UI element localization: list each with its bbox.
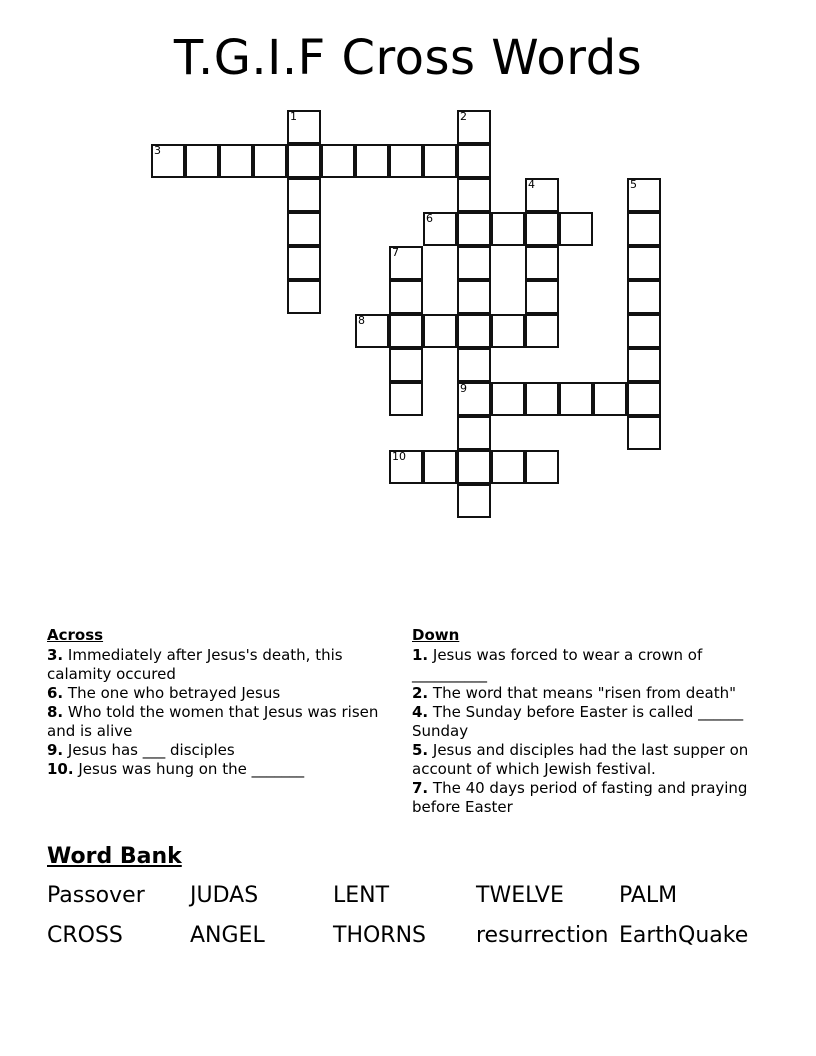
grid-cell[interactable] [287, 212, 321, 246]
grid-cell[interactable] [525, 382, 559, 416]
grid-cell[interactable] [491, 450, 525, 484]
grid-cell[interactable] [457, 348, 491, 382]
clue-number: 6. [47, 684, 64, 702]
grid-cell[interactable] [423, 314, 457, 348]
grid-cell-start-9[interactable] [457, 382, 491, 416]
cell-number: 3 [154, 144, 161, 157]
grid-cell[interactable] [627, 212, 661, 246]
grid-cell-start-4[interactable] [525, 178, 559, 212]
across-clue-6 [47, 684, 387, 703]
grid-cell-start-7[interactable] [389, 246, 423, 280]
grid-cell[interactable] [287, 144, 321, 178]
word-bank-word: JUDAS [190, 883, 259, 908]
grid-cell[interactable] [525, 246, 559, 280]
grid-cell[interactable] [287, 246, 321, 280]
cell-number: 6 [426, 212, 433, 225]
word-bank-rows [47, 881, 777, 951]
grid-cell[interactable] [321, 144, 355, 178]
cell-number: 10 [392, 450, 406, 463]
clue-number: 3. [47, 646, 64, 664]
grid-cell[interactable] [457, 212, 491, 246]
grid-cell[interactable] [457, 314, 491, 348]
down-clues-column [412, 626, 757, 817]
word-bank-row [47, 921, 777, 951]
grid-cell[interactable] [457, 280, 491, 314]
word-bank-row [47, 881, 777, 911]
grid-cell[interactable] [389, 348, 423, 382]
grid-cell[interactable] [525, 314, 559, 348]
grid-cell[interactable] [627, 416, 661, 450]
word-bank-word: PALM [619, 883, 678, 908]
grid-cell[interactable] [389, 144, 423, 178]
across-clue-list [47, 646, 387, 779]
clue-number: 8. [47, 703, 64, 721]
grid-cell[interactable] [253, 144, 287, 178]
grid-cell[interactable] [423, 144, 457, 178]
grid-cell-start-3[interactable] [151, 144, 185, 178]
word-bank-word: THORNS [333, 923, 427, 948]
cell-number: 5 [630, 178, 637, 191]
grid-cell[interactable] [457, 416, 491, 450]
grid-cell[interactable] [219, 144, 253, 178]
clue-number: 10. [47, 760, 74, 778]
across-clue-8 [47, 703, 387, 741]
grid-cell[interactable] [457, 484, 491, 518]
clue-number: 4. [412, 703, 429, 721]
grid-cell[interactable] [389, 382, 423, 416]
grid-cell[interactable] [525, 450, 559, 484]
grid-cell[interactable] [389, 314, 423, 348]
word-bank-word: EarthQuake [619, 923, 749, 948]
across-clues-column [47, 626, 387, 779]
grid-cell-start-6[interactable] [423, 212, 457, 246]
word-bank-word: CROSS [47, 923, 123, 948]
cell-number: 2 [460, 110, 467, 123]
cell-number: 4 [528, 178, 535, 191]
grid-cell[interactable] [457, 246, 491, 280]
down-clue-list [412, 646, 757, 817]
clue-number: 2. [412, 684, 429, 702]
grid-cell[interactable] [627, 246, 661, 280]
grid-cell-start-1[interactable] [287, 110, 321, 144]
word-bank-word: LENT [333, 883, 390, 908]
grid-cell[interactable] [491, 212, 525, 246]
clue-number: 5. [412, 741, 429, 759]
clue-number: 1. [412, 646, 429, 664]
grid-cell[interactable] [627, 280, 661, 314]
grid-cell[interactable] [525, 212, 559, 246]
clue-number: 9. [47, 741, 64, 759]
across-clue-10 [47, 760, 387, 779]
grid-cell-start-5[interactable] [627, 178, 661, 212]
clue-number: 7. [412, 779, 429, 797]
grid-cell[interactable] [627, 382, 661, 416]
clue-text: Immediately after Jesus's death, this calamity occured [47, 646, 343, 683]
grid-cell[interactable] [423, 450, 457, 484]
grid-cell[interactable] [559, 382, 593, 416]
clue-text: Jesus and disciples had the last supper on account of which Jewish festival. [412, 741, 749, 778]
down-clue-1 [412, 646, 757, 684]
cell-number: 8 [358, 314, 365, 327]
cell-number: 9 [460, 382, 467, 395]
grid-cell[interactable] [525, 280, 559, 314]
grid-cell[interactable] [457, 144, 491, 178]
grid-cell[interactable] [287, 280, 321, 314]
grid-cell[interactable] [185, 144, 219, 178]
clue-text: Jesus was forced to wear a crown of __________ [412, 646, 703, 683]
clue-text: The 40 days period of fasting and praying before Easter [412, 779, 748, 816]
grid-cell-start-10[interactable] [389, 450, 423, 484]
page-title: T.G.I.F Cross Words [173, 30, 643, 86]
grid-cell[interactable] [287, 178, 321, 212]
clue-text: The one who betrayed Jesus [63, 684, 281, 702]
clue-text: The Sunday before Easter is called ______ Sunday [412, 703, 744, 740]
down-clue-4 [412, 703, 757, 741]
across-clue-3 [47, 646, 387, 684]
down-clue-2 [412, 684, 757, 703]
grid-cell[interactable] [491, 314, 525, 348]
word-bank-word: TWELVE [476, 883, 564, 908]
grid-cell-start-8[interactable] [355, 314, 389, 348]
grid-cell[interactable] [389, 280, 423, 314]
grid-cell[interactable] [355, 144, 389, 178]
grid-cell-start-2[interactable] [457, 110, 491, 144]
grid-cell[interactable] [627, 348, 661, 382]
word-bank-section [47, 843, 777, 951]
down-clue-7 [412, 779, 757, 817]
word-bank-word: Passover [47, 883, 145, 908]
clue-text: Jesus was hung on the _______ [73, 760, 305, 778]
clue-text: Jesus has ___ disciples [63, 741, 235, 759]
cell-number: 1 [290, 110, 297, 123]
cell-number: 7 [392, 246, 399, 259]
grid-cell[interactable] [627, 314, 661, 348]
across-heading: Across [47, 626, 104, 644]
word-bank-heading: Word Bank [47, 844, 182, 869]
across-clue-9 [47, 741, 387, 760]
word-bank-word: ANGEL [190, 923, 265, 948]
grid-cell[interactable] [491, 382, 525, 416]
down-clue-5 [412, 741, 757, 779]
clues-section [0, 626, 816, 836]
clue-text: Who told the women that Jesus was risen and is alive [47, 703, 379, 740]
grid-cell[interactable] [593, 382, 627, 416]
down-heading: Down [412, 626, 460, 644]
grid-cell[interactable] [457, 450, 491, 484]
word-bank-word: resurrection [476, 923, 609, 948]
grid-cell[interactable] [457, 178, 491, 212]
grid-cell[interactable] [559, 212, 593, 246]
clue-text: The word that means "risen from death" [428, 684, 737, 702]
